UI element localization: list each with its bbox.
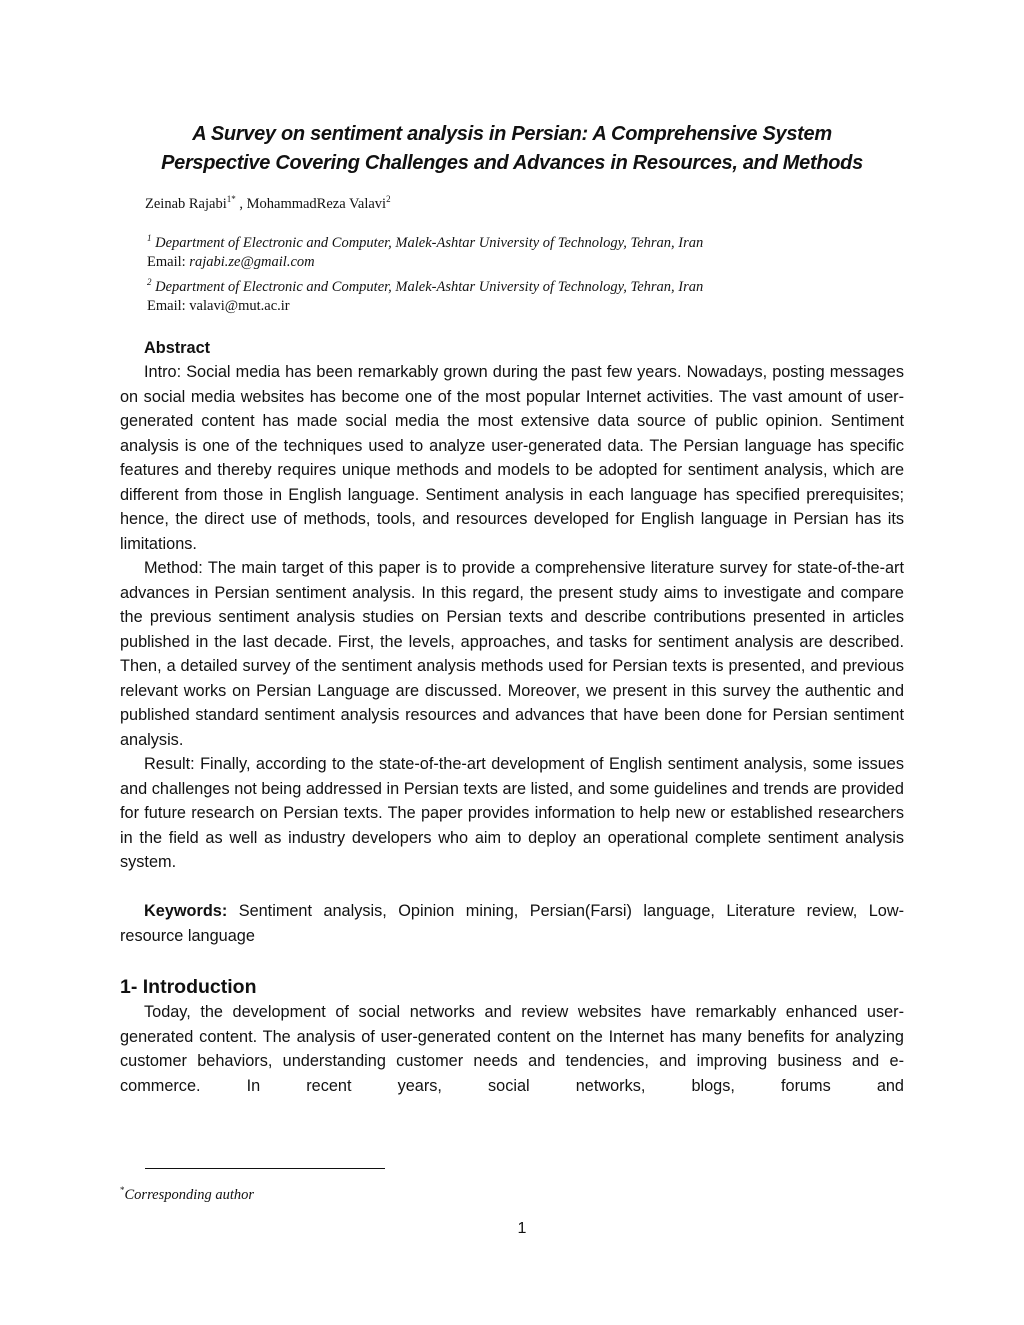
footnote-text: Corresponding author [124, 1186, 255, 1203]
affiliation-mark: 2 [147, 276, 152, 287]
affiliation-line [147, 273, 867, 297]
author-affiliation-mark: 1* [226, 194, 236, 204]
keywords-text: Sentiment analysis, Opinion mining, Persian(Farsi) language, Literature review, Low-resource language [120, 902, 904, 945]
author-list [145, 190, 391, 213]
title-line-1: A Survey on sentiment analysis in Persian: A Comprehensive System [192, 123, 832, 145]
author-name: Zeinab Rajabi [145, 195, 227, 212]
abstract-paragraph-result: Result: Finally, according to the state-of-the-art development of English sentiment analysis, some issues and challenges not being addressed in Persian texts are listed, and some guidelines and trends are provided for future research on Persian texts. The paper provides information to help new or established researchers in the field as well as industry developers who aim to deploy an operational complete sentiment analysis system. [120, 755, 904, 871]
affiliation-line [147, 229, 867, 253]
email-label: Email: [147, 254, 186, 271]
author-name: MohammadReza Valavi [246, 195, 387, 212]
abstract-paragraph-method: Method: The main target of this paper is to provide a comprehensive literature survey for state-of-the-art advances in Persian sentiment analysis. In this regard, the present study aims to investigate and compare the previous sentiment analysis studies on Persian texts and describe contributions presented in articles published in the last decade. First, the levels, approaches, and tasks for sentiment analysis are described. Then, a detailed survey of the sentiment analysis methods used for Persian texts is presented, and previous relevant works on Persian Language are discussed. Moreover, we present in this survey the authentic and published standard sentiment analysis resources and advances that have been done for Persian sentiment analysis. [120, 559, 904, 749]
abstract-paragraph-intro: Intro: Social media has been remarkably grown during the past few years. Nowadays, posting messages on social media websites has become one of the most popular Internet activities. The vast amount of user-generated content has made social media the most extensive data source of public opinion. Sentiment analysis is one of the techniques used to analyze user-generated data. The Persian language has specific features and thereby requires unique methods and models to be adopted for sentiment analysis, which are different from those in English language. Sentiment analysis in each language has specified prerequisites; hence, the direct use of methods, tools, and resources developed for English language in Persian has its limitations. [120, 363, 904, 553]
email-label: Email: [147, 298, 186, 315]
introduction-paragraph [120, 1000, 904, 1098]
abstract-body [120, 360, 904, 875]
affiliation-department: Department of Electronic and Computer, Malek-Ashtar University of Technology, Tehran, Iran [155, 234, 704, 251]
abstract-heading: Abstract [144, 339, 211, 357]
author-affiliation-mark: 2 [386, 194, 391, 204]
footnote [120, 1181, 254, 1204]
email-line [147, 297, 867, 317]
affiliations [147, 229, 867, 317]
section-heading-introduction: 1- Introduction [120, 976, 257, 998]
paper-title [100, 120, 924, 178]
email-address[interactable]: rajabi.ze@gmail.com [189, 254, 315, 271]
email-address[interactable]: valavi@mut.ac.ir [189, 298, 290, 315]
affiliation-mark: 1 [147, 233, 152, 243]
email-line [147, 253, 867, 273]
introduction-body [120, 1000, 904, 1098]
title-line-2: Perspective Covering Challenges and Advances in Resources, and Methods [161, 152, 863, 174]
affiliation-department: Department of Electronic and Computer, Malek-Ashtar University of Technology, Tehran, Iran [155, 278, 704, 295]
keywords-label: Keywords: [144, 902, 228, 920]
author-separator: , [235, 195, 247, 212]
footnote-marker: * [120, 1185, 125, 1195]
page-number: 1 [517, 1220, 527, 1237]
introduction-text: Today, the development of social networks and review websites have remarkably enhanced user-generated content. The analysis of user-generated content on the Internet has many benefits for analyzing customer behaviors, understanding customer needs and tendencies, and improving business and e-commerce. In recent years, social networks, blogs, forums and [120, 1003, 904, 1095]
keywords-block [120, 899, 904, 948]
footnote-divider [145, 1168, 385, 1169]
